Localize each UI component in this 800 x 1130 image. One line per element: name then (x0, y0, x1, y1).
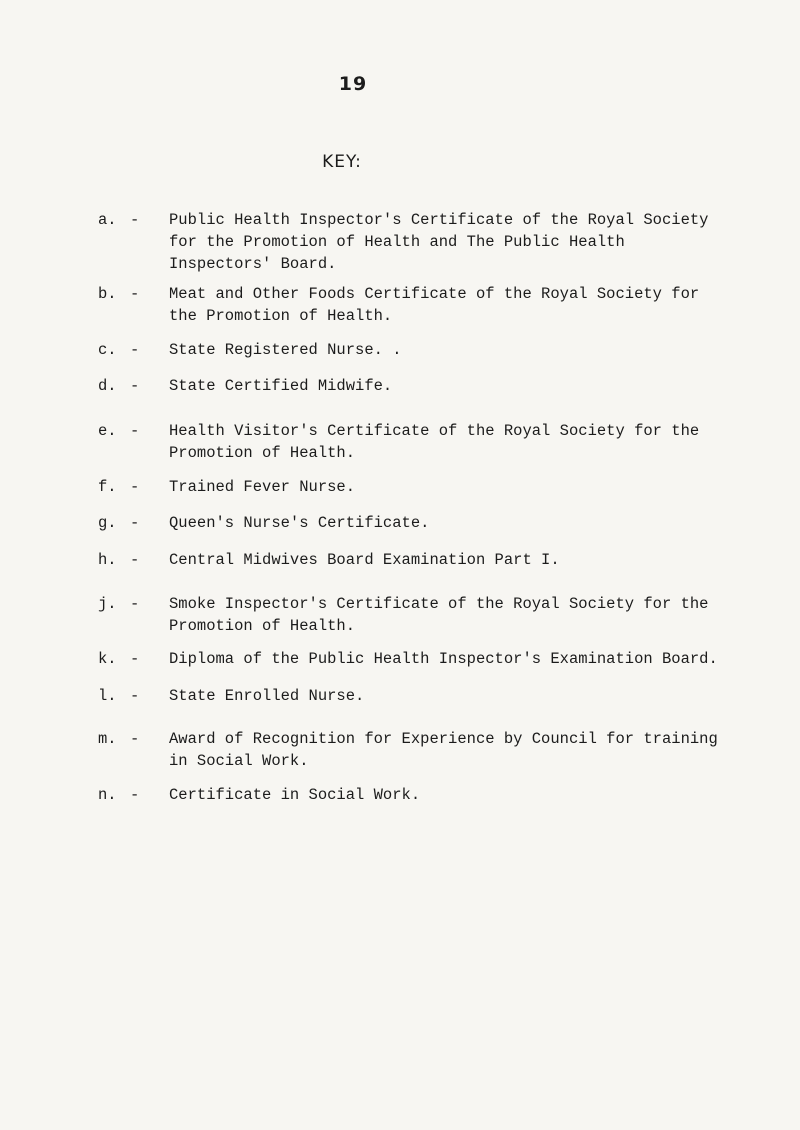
entry-letter: c. (98, 341, 117, 359)
entry-dash: - (130, 478, 140, 496)
entry-text: Queen's Nurse's Certificate. (169, 514, 430, 532)
entry-dash: - (130, 687, 140, 705)
entry-dash: - (130, 377, 140, 395)
entry-letter: d. (98, 377, 117, 395)
entry-letter: g. (98, 514, 117, 532)
entry-text: Health Visitor's Certificate of the Royal Society for the Promotion of Health. (169, 422, 700, 462)
key-heading: KEY: (322, 152, 362, 172)
entry-letter: m. (98, 730, 117, 748)
page-number: 19 (338, 73, 368, 95)
entry-text: State Enrolled Nurse. (169, 687, 365, 705)
entry-dash: - (130, 285, 140, 303)
entry-letter: h. (98, 551, 117, 569)
entry-text: Smoke Inspector's Certificate of the Royal Society for the Promotion of Health. (169, 595, 709, 635)
entry-text: Public Health Inspector's Certificate of the Royal Society for the Promotion of Health and The Public Health Inspectors' Board. (169, 211, 709, 273)
entry-text: Award of Recognition for Experience by Council for training in Social Work. (169, 730, 718, 770)
entry-dash: - (130, 211, 140, 229)
entry-dash: - (130, 730, 140, 748)
entry-dash: - (130, 341, 140, 359)
entry-text: Central Midwives Board Examination Part I. (169, 551, 560, 569)
entry-letter: k. (98, 650, 117, 668)
entry-letter: l. (98, 687, 117, 705)
entry-text: Trained Fever Nurse. (169, 478, 356, 496)
entry-dash: - (130, 551, 140, 569)
entry-letter: n. (98, 786, 117, 804)
entry-text: Diploma of the Public Health Inspector's Examination Board. (169, 650, 718, 668)
entry-letter: j. (98, 595, 117, 613)
entry-text: Meat and Other Foods Certificate of the Royal Society for the Promotion of Health. (169, 285, 700, 325)
entry-dash: - (130, 422, 140, 440)
entry-text: State Certified Midwife. (169, 377, 393, 395)
entry-dash: - (130, 595, 140, 613)
entry-letter: a. (98, 211, 117, 229)
entry-letter: e. (98, 422, 117, 440)
entry-dash: - (130, 786, 140, 804)
entry-dash: - (130, 650, 140, 668)
entry-letter: f. (98, 478, 117, 496)
entry-text: State Registered Nurse. . (169, 341, 402, 359)
entry-text: Certificate in Social Work. (169, 786, 421, 804)
entry-letter: b. (98, 285, 117, 303)
entry-dash: - (130, 514, 140, 532)
